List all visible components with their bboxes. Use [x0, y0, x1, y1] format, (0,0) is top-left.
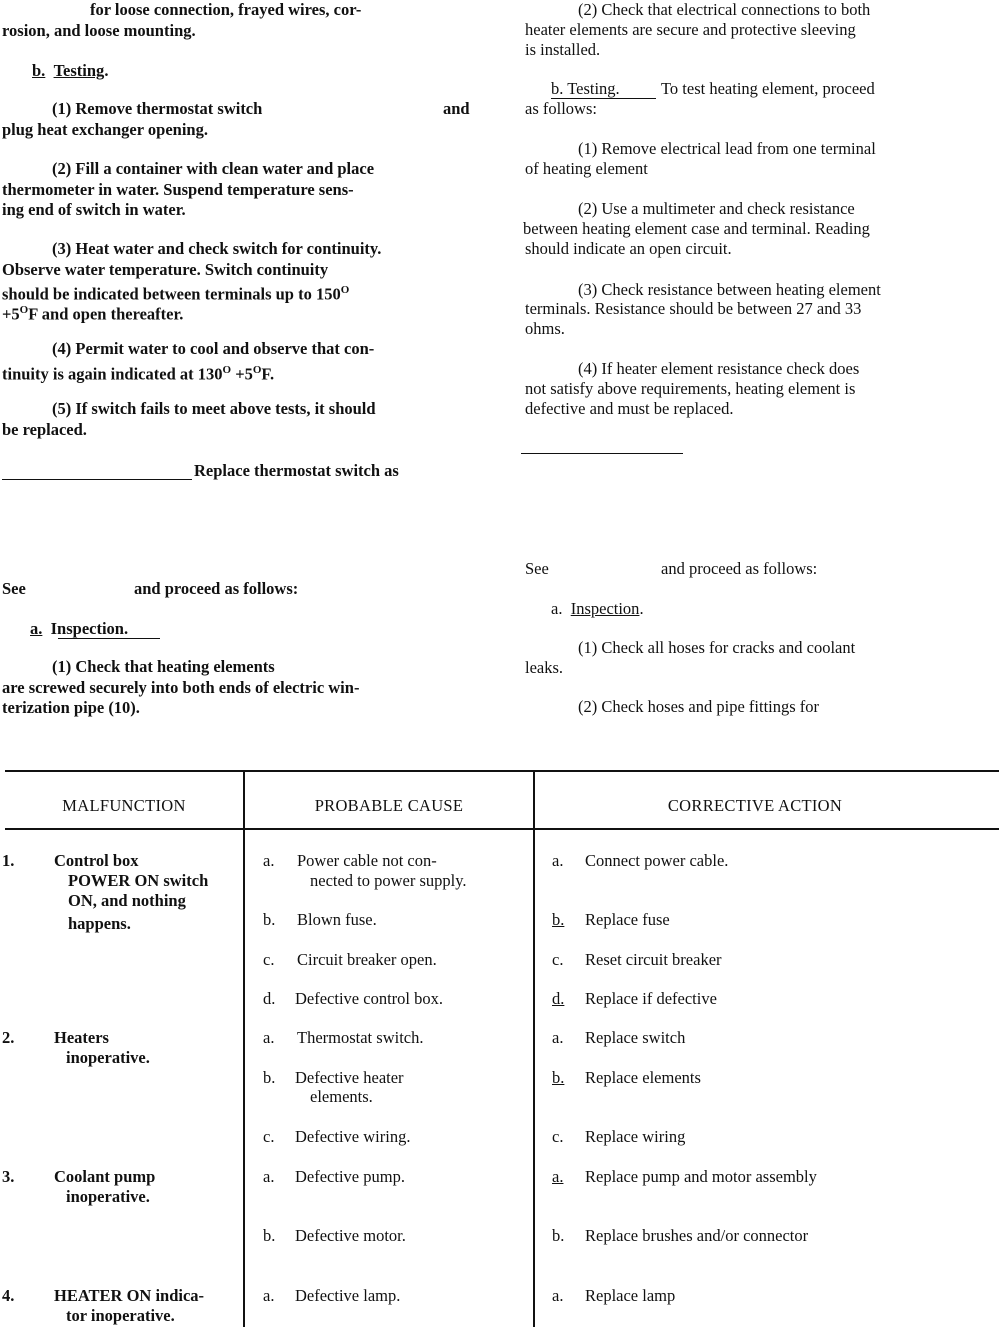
section-heading-testing: [32, 61, 108, 81]
row-number: 2.: [2, 1028, 15, 1047]
malfunction-text: inoperative.: [66, 1187, 150, 1206]
text-line: defective and must be replaced.: [525, 399, 734, 418]
heading-letter: b.: [32, 61, 46, 80]
action-text: Reset circuit breaker: [585, 950, 722, 969]
cause-letter: b.: [263, 910, 276, 929]
heading-letter: a.: [551, 599, 563, 618]
action-letter: a.: [552, 1286, 564, 1305]
text-line: thermometer in water. Suspend temperature sens-: [2, 180, 354, 199]
section-heading-inspection: [551, 599, 644, 619]
text-line: See: [2, 579, 26, 598]
text-line: (4) Permit water to cool and observe that con-: [52, 339, 375, 358]
cause-text: Blown fuse.: [297, 910, 377, 929]
row-number: 3.: [2, 1167, 15, 1186]
table-column-divider: [533, 770, 535, 1327]
blank-rule: [2, 479, 192, 480]
malfunction-text: HEATER ON indica-: [54, 1286, 205, 1305]
cause-text: Defective heater: [295, 1068, 404, 1087]
heading-word: Inspection: [570, 599, 640, 618]
text-line: as follows:: [525, 99, 597, 118]
cause-letter: a.: [263, 1028, 275, 1047]
cause-letter: a.: [263, 1286, 275, 1305]
action-text: Replace pump and motor assembly: [585, 1167, 817, 1186]
degree-sup: O: [252, 364, 262, 376]
table-header-rule: [5, 828, 999, 830]
cause-text: Defective wiring.: [295, 1127, 411, 1146]
text-line: (2) Use a multimeter and check resistance: [578, 199, 855, 218]
action-text: Replace wiring: [585, 1127, 686, 1146]
text-run: +5: [231, 364, 253, 384]
text-line: should indicate an open circuit.: [525, 239, 732, 258]
cause-text: Circuit breaker open.: [297, 950, 437, 969]
text-line: (2) Fill a container with clean water and place: [52, 159, 375, 178]
malfunction-text: tor inoperative.: [66, 1306, 175, 1325]
cause-text: Defective motor.: [295, 1226, 406, 1245]
action-text: Replace fuse: [585, 910, 670, 929]
text-run: F.: [261, 364, 275, 384]
text-line: To test heating element, proceed: [661, 79, 875, 98]
text-line: terization pipe (10).: [2, 698, 140, 717]
header-malfunction: MALFUNCTION: [62, 796, 186, 815]
action-letter: b.: [552, 1068, 565, 1087]
cause-text: Defective pump.: [295, 1167, 405, 1186]
text-line: plug heat exchanger opening.: [2, 120, 208, 139]
text-line: Replace thermostat switch as: [194, 461, 399, 480]
cause-text: Power cable not con-: [297, 851, 437, 870]
text-line: (4) If heater element resistance check does: [578, 359, 860, 378]
cause-text: Defective control box.: [295, 989, 443, 1008]
action-text: Replace brushes and/or connector: [585, 1226, 809, 1245]
table-column-divider: [243, 770, 245, 1327]
action-letter: a.: [552, 1167, 564, 1186]
text-line: (1) Check that heating elements: [52, 657, 275, 676]
cause-text: Defective lamp.: [295, 1286, 401, 1305]
text-line: (2) Check that electrical connections to both: [578, 0, 871, 19]
action-text: Replace switch: [585, 1028, 686, 1047]
cause-text: nected to power supply.: [310, 871, 467, 890]
malfunction-text: Control box: [54, 851, 139, 870]
text-line: (3) Heat water and check switch for continuity.: [52, 239, 382, 258]
text-line: See: [525, 559, 549, 578]
table-top-rule: [5, 770, 999, 772]
cause-text: elements.: [310, 1087, 373, 1106]
text-line: (1) Check all hoses for cracks and coolant: [578, 638, 856, 657]
text-line: and proceed as follows:: [134, 579, 299, 598]
action-text: Replace lamp: [585, 1286, 676, 1305]
text-run: tinuity is again indicated at 130: [2, 364, 223, 384]
cause-letter: b.: [263, 1226, 276, 1245]
text-line: (3) Check resistance between heating element: [578, 280, 881, 299]
text-line: and: [443, 99, 470, 118]
text-line: ing end of switch in water.: [2, 200, 186, 219]
cause-letter: a.: [263, 1167, 275, 1186]
cause-letter: c.: [263, 950, 275, 969]
text-line: is installed.: [525, 40, 601, 59]
cause-letter: b.: [263, 1068, 276, 1087]
action-text: Connect power cable.: [585, 851, 729, 870]
action-letter: a.: [552, 851, 564, 870]
text-run: F and open thereafter.: [28, 304, 184, 324]
malfunction-text: Heaters: [54, 1028, 109, 1047]
heading-letter: a.: [30, 619, 43, 638]
malfunction-text: ON, and nothing: [68, 891, 186, 910]
text-run: should be indicated between terminals up to 150: [2, 284, 341, 304]
text-line: ohms.: [525, 319, 565, 338]
heading-underline: [58, 638, 160, 639]
malfunction-text: happens.: [68, 914, 131, 933]
degree-sup: O: [19, 304, 29, 316]
blank-rule: [521, 453, 683, 454]
action-letter: c.: [552, 950, 564, 969]
text-line: heater elements are secure and protective sleeving: [525, 20, 856, 39]
text-line: rosion, and loose mounting.: [2, 21, 196, 40]
degree-sup: O: [222, 364, 232, 376]
heading-word: Inspection.: [50, 619, 129, 638]
row-number: 4.: [2, 1286, 15, 1305]
text-line: between heating element case and terminal. Reading: [523, 219, 870, 238]
action-letter: b.: [552, 1226, 565, 1245]
text-line: for loose connection, frayed wires, cor-: [90, 0, 362, 19]
cause-text: Thermostat switch.: [297, 1028, 424, 1047]
cause-letter: a.: [263, 851, 275, 870]
malfunction-text: POWER ON switch: [68, 871, 209, 890]
text-line: (1) Remove electrical lead from one terminal: [578, 139, 876, 158]
row-number: 1.: [2, 851, 15, 870]
text-line: [2, 300, 183, 325]
heading-punct: .: [104, 61, 109, 80]
text-line: (2) Check hoses and pipe fittings for: [578, 697, 820, 716]
malfunction-text: inoperative.: [66, 1048, 150, 1067]
text-line: not satisfy above requirements, heating element is: [525, 379, 856, 398]
action-text: Replace if defective: [585, 989, 717, 1008]
heading-word: Testing: [53, 61, 105, 80]
text-line: Observe water temperature. Switch continuity: [2, 260, 329, 279]
header-probable-cause: PROBABLE CAUSE: [314, 796, 464, 815]
action-letter: a.: [552, 1028, 564, 1047]
cause-letter: d.: [263, 989, 276, 1008]
degree-sup: O: [340, 284, 350, 296]
action-letter: c.: [552, 1127, 564, 1146]
text-run: +5: [2, 304, 20, 324]
action-letter: d.: [552, 989, 565, 1008]
text-line: (5) If switch fails to meet above tests, it should: [52, 399, 376, 418]
text-line: (1) Remove thermostat switch: [52, 99, 263, 118]
text-line: [2, 360, 274, 385]
action-letter: b.: [552, 910, 565, 929]
text-line: of heating element: [525, 159, 648, 178]
heading-punct: .: [639, 599, 644, 618]
text-line: are screwed securely into both ends of electric win-: [2, 678, 360, 697]
header-corrective-action: CORRECTIVE ACTION: [667, 796, 843, 815]
text-line: b. Testing.: [551, 79, 620, 98]
text-line: leaks.: [525, 658, 564, 677]
text-line: terminals. Resistance should be between 27 and 33: [525, 299, 862, 318]
malfunction-text: Coolant pump: [54, 1167, 156, 1186]
text-line: and proceed as follows:: [661, 559, 818, 578]
text-line: be replaced.: [2, 420, 87, 439]
action-text: Replace elements: [585, 1068, 701, 1087]
section-heading-inspection: [30, 619, 128, 639]
cause-letter: c.: [263, 1127, 275, 1146]
